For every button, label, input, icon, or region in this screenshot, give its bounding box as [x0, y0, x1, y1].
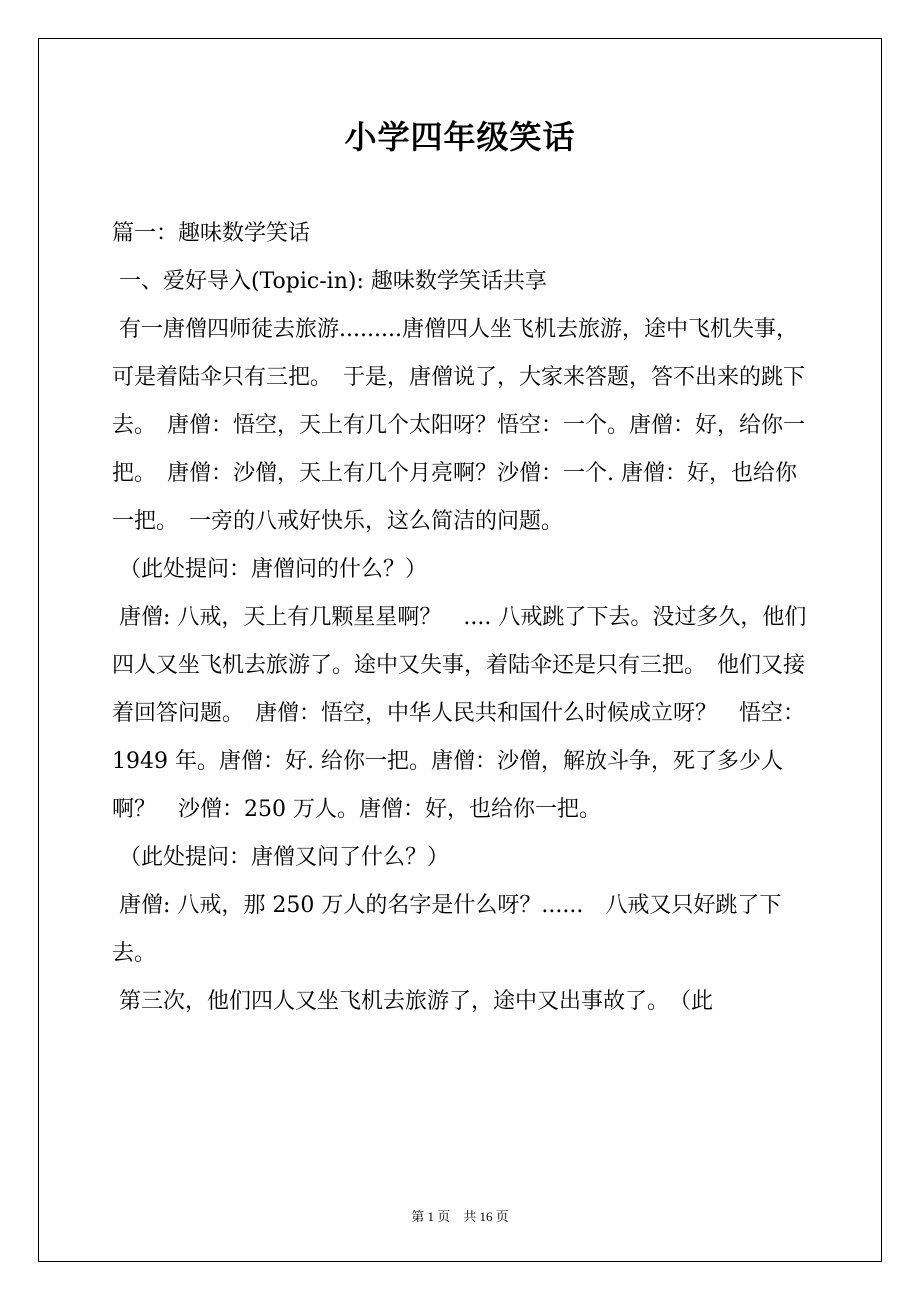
- paragraph-section-heading: 篇一：趣味数学笑话: [112, 221, 311, 246]
- paragraph-story-2: 唐僧: 八戒，天上有几颗星星啊？ .... 八戒跳了下去。没过多久，他们四人又坐飞机去旅游了。途中又失事，着陆伞还是只有三把。 他们又接着回答问题。 唐僧：悟空，中华人民共和国什么时候成立呀？ 悟空：1949 年。唐僧：好. 给你一把。唐僧：沙僧，解放斗争，死了多少人啊？ 沙僧：250 万人。唐僧：好，也给你一把。: [112, 605, 807, 822]
- paragraph-topic-intro: 一、爱好导入(Topic-in): 趣味数学笑话共享: [112, 269, 547, 294]
- page-number-footer: 第 1 页 共 16 页: [411, 1209, 509, 1224]
- paragraph-story-3: 唐僧: 八戒，那 250 万人的名字是什么呀？...... 八戒又只好跳了下去。: [112, 893, 782, 966]
- document-body: [112, 210, 812, 1026]
- paragraph-question-1: （此处提问：唐僧问的什么？）: [112, 557, 428, 582]
- paragraph-question-2: （此处提问：唐僧又问了什么？）: [112, 845, 450, 870]
- paragraph-story-1: 有一唐僧四师徒去旅游.........唐僧四人坐飞机去旅游，途中飞机失事，可是着陆伞只有三把。 于是，唐僧说了，大家来答题，答不出来的跳下去。 唐僧：悟空，天上有几个太阳呀？悟空：一个。唐僧：好，给你一把。 唐僧：沙僧，天上有几个月亮啊？沙僧：一个. 唐僧：好，也给你一把。 一旁的八戒好快乐，这么简洁的问题。: [112, 317, 806, 534]
- document-title: 小学四年级笑话: [344, 118, 576, 156]
- paragraph-story-4: 第三次，他们四人又坐飞机去旅游了，途中又出事故了。 （此: [112, 989, 714, 1014]
